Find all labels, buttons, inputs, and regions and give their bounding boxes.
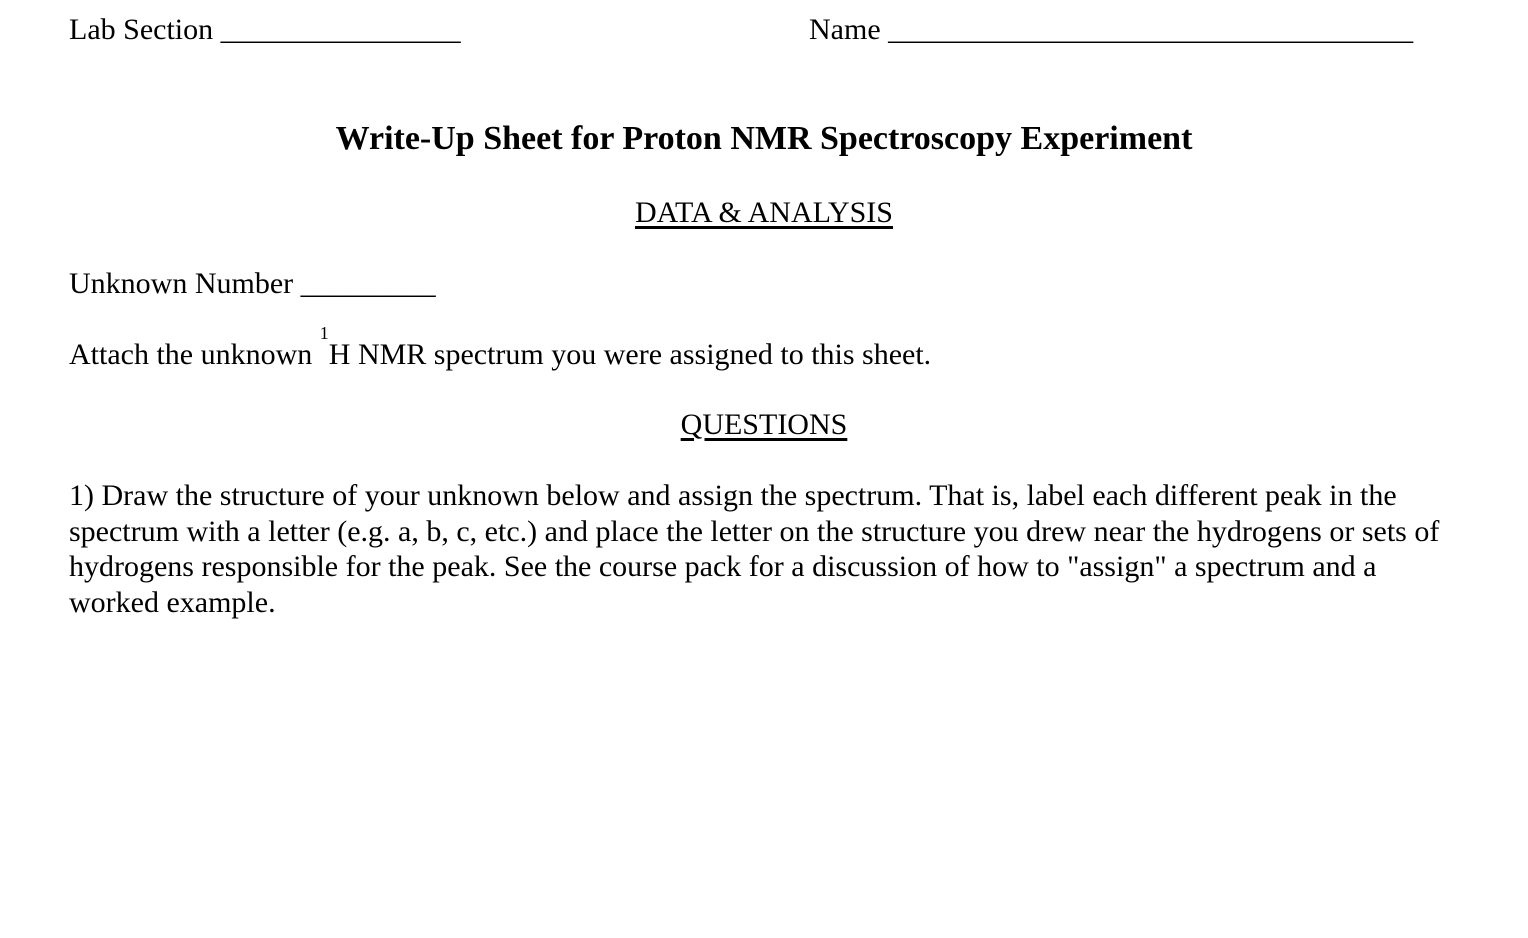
name-field: Name ___________________________________	[809, 13, 1414, 46]
attach-instruction-prefix: Attach the unknown	[69, 338, 320, 371]
data-analysis-heading: DATA & ANALYSIS	[635, 196, 893, 229]
questions-heading: QUESTIONS	[680, 408, 848, 441]
unknown-number-field: Unknown Number _________	[69, 267, 436, 300]
question-1: 1) Draw the structure of your unknown below and assign the spectrum. That is, label each different peak in the spectrum with a letter (e.g. a, b, c, etc.) and place the letter on the structure you drew near the hydrogens or sets of hydrogens responsible for the peak. See the course pack for a discussion of how to "assign" a spectrum and a worked example.	[69, 479, 1440, 619]
lab-section-field: Lab Section ________________	[69, 13, 461, 46]
attach-instruction	[69, 323, 932, 373]
isotope-superscript: 1	[319, 323, 329, 343]
attach-instruction-suffix: H NMR spectrum you were assigned to this sheet.	[328, 338, 932, 371]
page-title: Write-Up Sheet for Proton NMR Spectroscopy Experiment	[335, 120, 1193, 157]
